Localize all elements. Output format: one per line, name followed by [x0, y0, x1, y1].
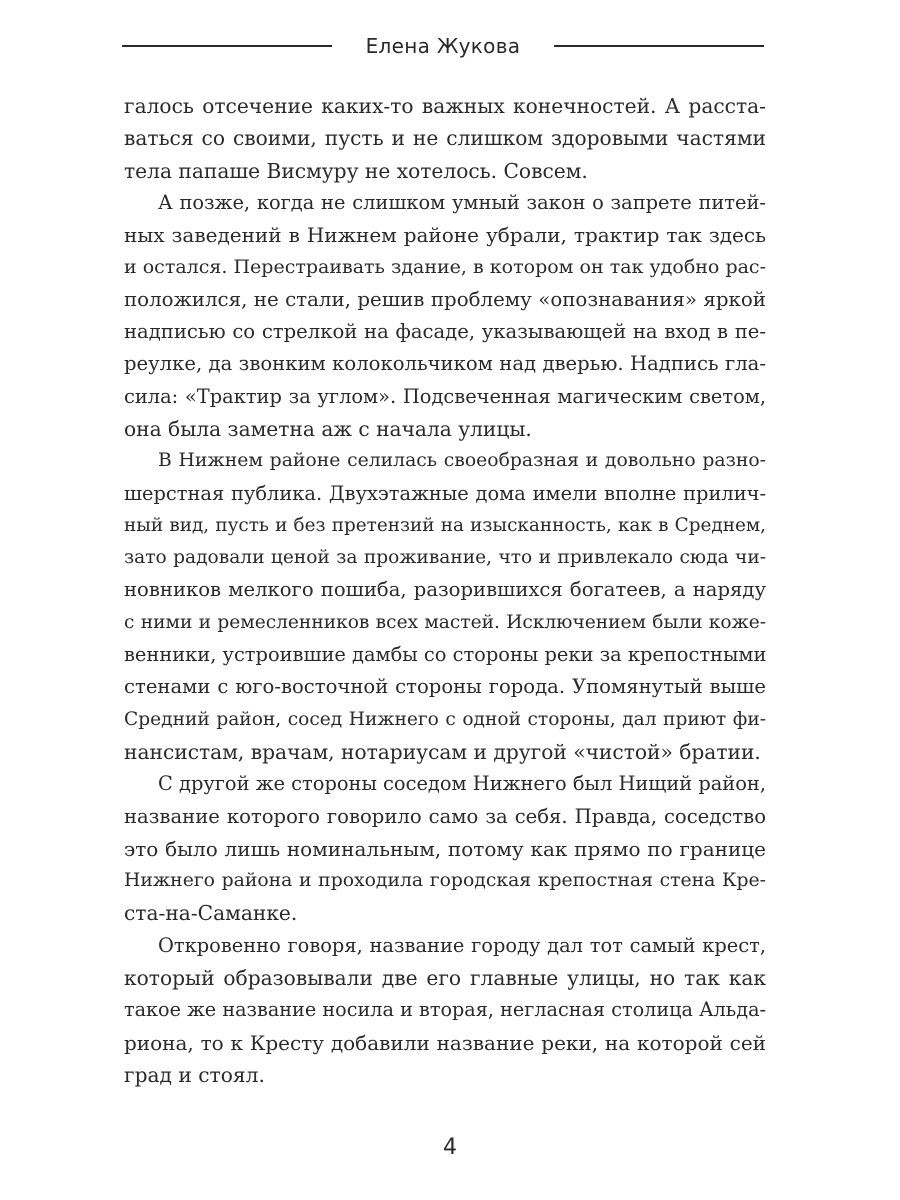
- text-line: она была заметна аж с начала улицы.: [124, 416, 532, 441]
- paragraph: [124, 445, 766, 768]
- text-line: который образовывали две его главные улицы, но так как: [124, 966, 766, 991]
- text-line: ста-на-Саманке.: [124, 901, 298, 926]
- text-line: нансистам, врачам, нотариусам и другой «чистой» братии.: [124, 739, 761, 764]
- text-line: стенами с юго-восточной стороны города. Упомянутый выше: [124, 675, 766, 699]
- text-line: ный вид, пусть и без претензий на изысканность, как в Среднем,: [124, 514, 766, 536]
- text-line: сила: «Трактир за углом». Подсвеченная магическим светом,: [124, 384, 766, 408]
- text-line: положился, не стали, решив проблему «опознавания» яркой: [124, 287, 766, 311]
- page-number: 4: [443, 1135, 457, 1160]
- text-line: венники, устроившие дамбы со стороны реки за крепостными: [124, 643, 767, 667]
- text-line: Откровенно говоря, название городу дал тот самый крест,: [158, 933, 766, 957]
- text-line: зато радовали ценой за проживание, что и привлекало сюда чи-: [124, 547, 766, 569]
- text-line: ваться со своими, пусть и не слишком здоровыми частями: [124, 126, 766, 151]
- text-line: град и стоял.: [124, 1062, 265, 1087]
- text-line: реулке, да звонким колокольчиком над дверью. Надпись гла-: [124, 352, 766, 376]
- text-line: тела папаше Висмуру не хотелось. Совсем.: [124, 158, 588, 183]
- page-body: [124, 90, 766, 1091]
- text-line: и остался. Перестраивать здание, в котором он так удобно рас-: [124, 256, 766, 279]
- text-line: Средний район, сосед Нижнего с одной стороны, дал приют фи-: [124, 708, 766, 730]
- header-author: Елена Жукова: [365, 34, 521, 58]
- text-line: с ними и ремесленников всех мастей. Исключением были коже-: [124, 611, 766, 633]
- paragraph: [124, 930, 766, 1091]
- paragraph: [124, 90, 766, 187]
- text-line: название которого говорило само за себя. Правда, соседство: [124, 804, 766, 828]
- text-line: Нижнего района и проходила городская крепостная стена Кре-: [124, 870, 766, 892]
- text-line: галось отсечение каких-то важных конечностей. А расста-: [124, 94, 766, 118]
- header-rule-left: [122, 45, 332, 47]
- header-rule-right: [554, 45, 764, 47]
- paragraph: [124, 187, 766, 445]
- text-line: надписью со стрелкой на фасаде, указывающей на вход в пе-: [124, 320, 766, 344]
- text-line: такое же название носила и вторая, негласная столица Альда-: [124, 998, 766, 1022]
- text-line: В Нижнем районе селилась своеобразная и довольно разно-: [158, 450, 766, 472]
- running-header: [122, 30, 764, 62]
- paragraph: [124, 768, 766, 929]
- text-line: ных заведений в Нижнем районе убрали, трактир так здесь: [124, 223, 766, 248]
- text-line: риона, то к Кресту добавили название реки, на которой сей: [124, 1030, 766, 1055]
- text-line: шерстная публика. Двухэтажные дома имели вполне прилич-: [124, 481, 766, 505]
- text-line: С другой же стороны соседом Нижнего был Нищий район,: [158, 772, 766, 796]
- text-line: это было лишь номинальным, потому как прямо по границе: [124, 836, 766, 861]
- text-line: А позже, когда не слишком умный закон о запрете питей-: [158, 190, 766, 214]
- text-line: новников мелкого пошиба, разорившихся богатеев, а наряду: [124, 578, 766, 602]
